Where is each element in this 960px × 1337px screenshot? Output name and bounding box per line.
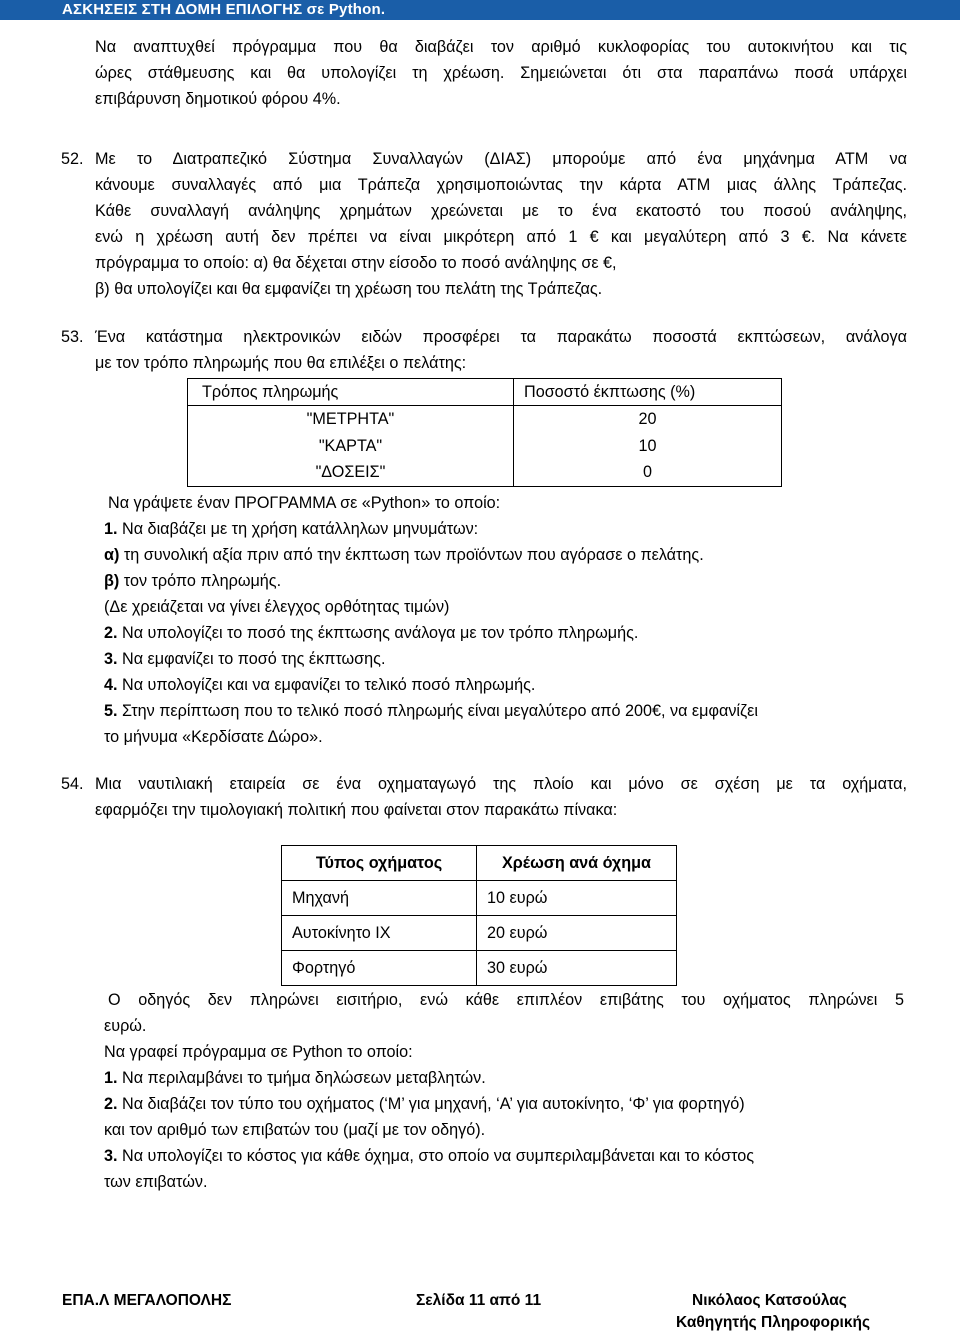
item-label: β)	[104, 572, 120, 590]
exercise-53	[61, 324, 907, 376]
list-item	[104, 698, 904, 724]
table-cell: 10 ευρώ	[477, 881, 677, 916]
text-line: ώρες στάθμευσης και θα υπολογίζει τη χρέωση. Σημειώνεται ότι στα παραπάνω ποσά υπάρχει	[95, 64, 907, 82]
list-item	[104, 542, 904, 568]
table-cell: 20	[514, 406, 782, 433]
exercise-54-tasks	[104, 987, 904, 1195]
footer-author: Νικόλαος Κατσούλας	[692, 1292, 847, 1309]
instruction-line: Να γράψετε έναν ΠΡΟΓΡΑΜΜΑ σε «Python» το οποίο:	[108, 494, 501, 512]
text-line: πρόγραμμα το οποίο: α) θα δέχεται στην είσοδο το ποσό ανάληψης σε €,	[95, 254, 617, 272]
table-header-cell: Χρέωση ανά όχημα	[477, 846, 677, 881]
item-text: Να διαβάζει με τη χρήση κατάλληλων μηνυμάτων:	[117, 520, 479, 538]
list-item	[104, 594, 904, 620]
footer-role: Καθηγητής Πληροφορικής	[676, 1314, 871, 1331]
exercise-number: 52.	[61, 150, 84, 168]
item-text: και τον αριθμό των επιβατών του (μαζί με τον οδηγό).	[104, 1121, 486, 1139]
text-line: επιβάρυνση δημοτικού φόρου 4%.	[95, 90, 341, 108]
text-line: εφαρμόζει την τιμολογιακή πολιτική που φαίνεται στον παρακάτω πίνακα:	[95, 801, 618, 819]
intro-paragraph	[95, 34, 907, 112]
table-cell: "ΚΑΡΤΑ"	[188, 433, 514, 460]
item-label: α)	[104, 546, 120, 564]
table-header-cell: Τρόπος πληρωμής	[188, 379, 514, 406]
list-item	[104, 620, 904, 646]
table-cell: "ΔΟΣΕΙΣ"	[188, 460, 514, 487]
text-line: Μια ναυτιλιακή εταιρεία σε ένα οχηματαγωγό της πλοίο και μόνο σε σχέση με τα οχήματα,	[95, 775, 907, 793]
list-item	[104, 1143, 904, 1169]
item-text: το μήνυμα «Κερδίσατε Δώρο».	[104, 728, 323, 746]
item-text: Να υπολογίζει και να εμφανίζει το τελικό ποσό πληρωμής.	[117, 676, 536, 694]
table-cell: 20 ευρώ	[477, 916, 677, 951]
page-header: ΑΣΚΗΣΕΙΣ ΣΤΗ ΔΟΜΗ ΕΠΙΛΟΓΗΣ σε Python.	[0, 0, 960, 20]
table-row	[188, 460, 782, 487]
table-cell: "ΜΕΤΡΗΤΑ"	[188, 406, 514, 433]
table-header-cell: Ποσοστό έκπτωσης (%)	[514, 379, 782, 406]
list-item	[104, 1065, 904, 1091]
item-label: 2.	[104, 624, 118, 642]
text-line: Να αναπτυχθεί πρόγραμμα που θα διαβάζει τον αριθμό κυκλοφορίας του αυτοκινήτου και τις	[95, 38, 907, 56]
text-line: Κάθε συναλλαγή ανάληψης χρημάτων χρεώνεται με το ένα εκατοστό του ποσού ανάληψης,	[95, 202, 907, 220]
table-header-row	[282, 846, 677, 881]
list-item	[104, 516, 904, 542]
table-cell: 0	[514, 460, 782, 487]
table-row	[282, 881, 677, 916]
item-label: 1.	[104, 1069, 118, 1087]
item-text: τη συνολική αξία πριν από την έκπτωση των προϊόντων που αγόρασε ο πελάτης.	[119, 546, 704, 564]
note-line: Ο οδηγός δεν πληρώνει εισιτήριο, ενώ κάθε επιπλέον επιβάτης του οχήματος πληρώνει 5	[108, 991, 904, 1009]
item-text: Στην περίπτωση που το τελικό ποσό πληρωμής είναι μεγαλύτερο από 200€, να εμφανίζει	[117, 702, 758, 720]
item-text: Να υπολογίζει το ποσό της έκπτωσης ανάλογα με τον τρόπο πληρωμής.	[117, 624, 639, 642]
text-line: με τον τρόπο πληρωμής που θα επιλέξει ο πελάτης:	[95, 354, 467, 372]
vehicle-fare-table	[281, 845, 677, 986]
list-item	[104, 1091, 904, 1117]
exercise-number: 53.	[61, 328, 84, 346]
item-label: 2.	[104, 1095, 118, 1113]
table-row	[188, 433, 782, 460]
table-cell: Φορτηγό	[282, 951, 477, 986]
text-line: Ένα κατάστημα ηλεκτρονικών ειδών προσφέρει τα παρακάτω ποσοστά εκπτώσεων, ανάλογα	[95, 328, 907, 346]
item-label: 1.	[104, 520, 118, 538]
table-row	[188, 406, 782, 433]
list-item	[104, 672, 904, 698]
exercise-52	[61, 146, 907, 302]
item-text: τον τρόπο πληρωμής.	[119, 572, 282, 590]
item-label: 3.	[104, 650, 118, 668]
item-text: (Δε χρειάζεται να γίνει έλεγχος ορθότητας τιμών)	[104, 598, 450, 616]
list-item	[104, 1169, 904, 1195]
table-row	[282, 916, 677, 951]
list-item	[104, 724, 904, 750]
table-cell: Μηχανή	[282, 881, 477, 916]
item-text: των επιβατών.	[104, 1173, 208, 1191]
instruction-line: Να γραφεί πρόγραμμα σε Python το οποίο:	[104, 1043, 413, 1061]
footer-school: ΕΠΑ.Λ ΜΕΓΑΛΟΠΟΛΗΣ	[62, 1292, 232, 1309]
footer-page-number: Σελίδα 11 από 11	[416, 1292, 542, 1309]
text-line: β) θα υπολογίζει και θα εμφανίζει τη χρέωση του πελάτη της Τράπεζας.	[95, 280, 603, 298]
exercise-number: 54.	[61, 775, 84, 793]
item-text: Να διαβάζει τον τύπο του οχήματος (‘Μ’ για μηχανή, ‘Α’ για αυτοκίνητο, ‘Φ’ για φορτηγό)	[117, 1095, 745, 1113]
exercise-53-tasks	[104, 490, 904, 750]
table-cell: 10	[514, 433, 782, 460]
text-line: Με το Διατραπεζικό Σύστημα Συναλλαγών (ΔΙΑΣ) μπορούμε από ένα μηχάνημα ΑΤΜ να	[95, 150, 907, 168]
list-item	[104, 568, 904, 594]
item-label: 3.	[104, 1147, 118, 1165]
note-line: ευρώ.	[104, 1017, 147, 1035]
list-item	[104, 646, 904, 672]
list-item	[104, 1117, 904, 1143]
item-label: 5.	[104, 702, 118, 720]
item-text: Να εμφανίζει το ποσό της έκπτωσης.	[117, 650, 386, 668]
table-cell: Αυτοκίνητο ΙΧ	[282, 916, 477, 951]
table-header-cell: Τύπος οχήματος	[282, 846, 477, 881]
discount-table	[187, 378, 782, 487]
table-cell: 30 ευρώ	[477, 951, 677, 986]
item-text: Να υπολογίζει το κόστος για κάθε όχημα, στο οποίο να συμπεριλαμβάνεται και το κόστος	[117, 1147, 755, 1165]
text-line: κάνουμε συναλλαγές από μια Τράπεζα χρησιμοποιώντας την κάρτα ΑΤΜ μιας άλλης Τράπεζας.	[95, 176, 907, 194]
table-row	[282, 951, 677, 986]
table-header-row	[188, 379, 782, 406]
item-label: 4.	[104, 676, 118, 694]
exercise-54	[61, 771, 907, 823]
item-text: Να περιλαμβάνει το τμήμα δηλώσεων μεταβλητών.	[117, 1069, 486, 1087]
text-line: ενώ η χρέωση αυτή δεν πρέπει να είναι μικρότερη από 1 € και μεγαλύτερη από 3 €. Να κάνετε	[95, 228, 907, 246]
